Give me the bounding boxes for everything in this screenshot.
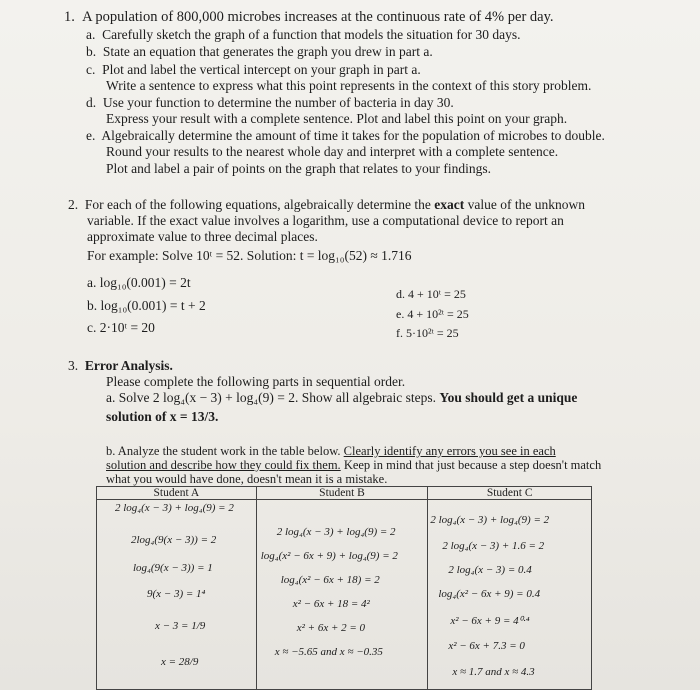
- problem-1b: b. State an equation that generates the graph you drew in part a.: [86, 44, 433, 59]
- student-a-header: Student A: [97, 487, 257, 500]
- student-a-step: x = 28/9: [161, 656, 199, 668]
- problem-2-stem-cont: variable. If the exact value involves a logarithm, use a computational device to report an: [87, 213, 564, 228]
- student-b-work: [256, 500, 428, 690]
- student-a-step: 2log₄(9(x − 3)) = 2: [131, 534, 217, 546]
- student-b-header: Student B: [256, 487, 428, 500]
- problem-2-stem: 2. For each of the following equations, algebraically determine the exact value of the unknown: [68, 197, 585, 212]
- problem-1e-cont2: Plot and label a pair of points on the graph that relates to your findings.: [106, 161, 492, 176]
- problem-1e-cont: Round your results to the nearest whole day and interpret with a complete sentence.: [106, 144, 559, 159]
- student-c-work: [428, 500, 592, 690]
- student-b-step: 2 log₄(x − 3) + log₄(9) = 2: [276, 526, 396, 538]
- problem-1c: c. Plot and label the vertical intercept on your graph in part a.: [86, 62, 421, 77]
- problem-3-title: 3. Error Analysis.: [68, 358, 173, 373]
- problem-2a: a. log₁₀(0.001) = 2t: [87, 275, 191, 290]
- problem-3b-cont: solution and describe how they could fix them. Keep in mind that just because a step doesn't match: [106, 458, 602, 472]
- problem-2-stem-cont2: approximate value to three decimal places.: [87, 229, 318, 244]
- table-row: [97, 500, 592, 690]
- student-b-step: log₄(x² − 6x + 9) + log₄(9) = 2: [260, 550, 398, 562]
- problem-3a-solution: solution of x = 13/3.: [106, 409, 219, 424]
- problem-3b-cont2: what you would have done, doesn't mean it is a mistake.: [106, 472, 388, 486]
- problem-2-example: For example: Solve 10ᵗ = 52. Solution: t = log₁₀(52) ≈ 1.716: [87, 248, 412, 263]
- student-c-step: 2 log₄(x − 3) + log₄(9) = 2: [430, 514, 550, 526]
- student-c-step: 2 log₄(x − 3) + 1.6 = 2: [442, 540, 545, 552]
- student-a-step: 9(x − 3) = 1⁴: [147, 588, 206, 600]
- problem-3-intro: Please complete the following parts in sequential order.: [106, 374, 406, 389]
- student-b-step: x² + 6x + 2 = 0: [296, 622, 366, 634]
- problem-1d: d. Use your function to determine the number of bacteria in day 30.: [86, 95, 454, 110]
- table-header-row: [97, 487, 592, 500]
- student-a-step: log₄(9(x − 3)) = 1: [133, 562, 213, 574]
- problem-2b: b. log₁₀(0.001) = t + 2: [87, 298, 206, 313]
- student-b-step: log₄(x² − 6x + 18) = 2: [280, 574, 380, 586]
- student-b-step: x ≈ −5.65 and x ≈ −0.35: [274, 646, 383, 658]
- problem-3b: b. Analyze the student work in the table below. Clearly identify any errors you see in each: [106, 444, 556, 458]
- error-analysis-table: [96, 486, 592, 690]
- student-a-step: 2 log₄(x − 3) + log₄(9) = 2: [115, 502, 234, 514]
- problem-2c: c. 2·10ᵗ = 20: [87, 320, 155, 335]
- student-c-step: x² − 6x + 7.3 = 0: [448, 640, 525, 652]
- problem-2e: e. 4 + 10²ᵗ = 25: [396, 307, 469, 321]
- problem-1d-cont: Express your result with a complete sentence. Plot and label this point on your graph.: [106, 111, 568, 126]
- student-c-step: x² − 6x + 9 = 4⁰·⁴: [450, 615, 530, 627]
- student-c-step: 2 log₄(x − 3) = 0.4: [448, 564, 532, 576]
- student-c-header: Student C: [428, 487, 592, 500]
- problem-1e: e. Algebraically determine the amount of time it takes for the population of microbes to double.: [86, 128, 605, 143]
- student-a-step: x − 3 = 1/9: [155, 620, 206, 632]
- student-c-step: x ≈ 1.7 and x ≈ 4.3: [452, 666, 535, 678]
- student-b-step: x² − 6x + 18 = 4²: [292, 598, 370, 610]
- problem-1-stem: 1. A population of 800,000 microbes increases at the continuous rate of 4% per day.: [64, 9, 554, 25]
- student-a-work: [97, 500, 257, 690]
- problem-2f: f. 5·10²ᵗ = 25: [396, 326, 459, 340]
- problem-2d: d. 4 + 10ᵗ = 25: [396, 287, 466, 301]
- problem-3a: a. Solve 2 log₄(x − 3) + log₄(9) = 2. Show all algebraic steps. You should get a unique: [106, 390, 578, 405]
- problem-1a: a. Carefully sketch the graph of a function that models the situation for 30 days.: [86, 27, 521, 42]
- student-c-step: log₄(x² − 6x + 9) = 0.4: [438, 588, 541, 600]
- problem-1c-cont: Write a sentence to express what this point represents in the context of this story problem.: [106, 78, 592, 93]
